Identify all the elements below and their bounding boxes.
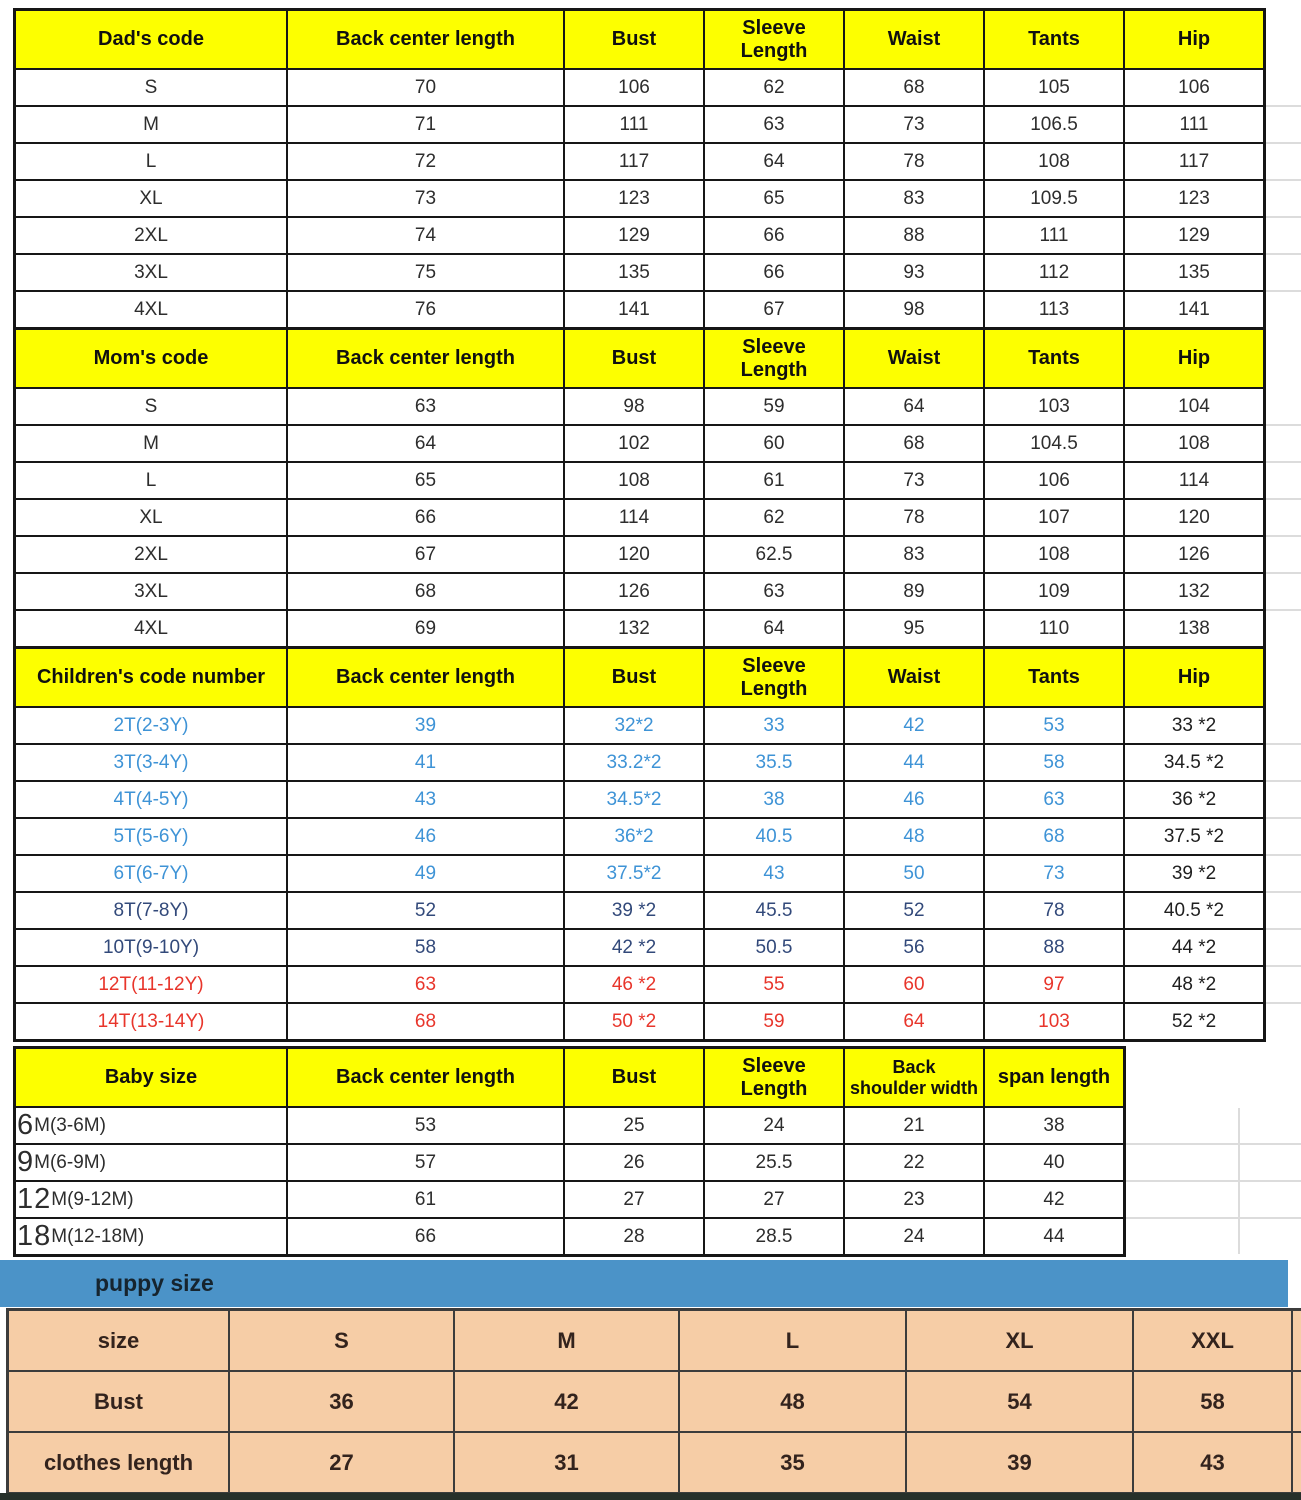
- value-cell: 65: [288, 463, 563, 498]
- value-cell: 66: [288, 500, 563, 535]
- column-header: Back center length: [288, 11, 563, 68]
- value-cell: 26: [565, 1145, 703, 1180]
- value-cell: 63: [985, 782, 1123, 817]
- value-cell: 108: [1125, 426, 1263, 461]
- value-cell: 78: [985, 893, 1123, 928]
- value-cell: 39: [907, 1433, 1132, 1492]
- moms-size-table: [13, 327, 1266, 649]
- value-cell: 34.5 *2: [1125, 745, 1263, 780]
- value-cell: 36 *2: [1125, 782, 1263, 817]
- value-cell: 120: [565, 537, 703, 572]
- row-label: XL: [16, 181, 286, 216]
- value-cell: 62.5: [705, 537, 843, 572]
- value-cell: 58: [288, 930, 563, 965]
- value-cell: M: [455, 1311, 678, 1370]
- column-header: Tants: [985, 330, 1123, 387]
- value-cell: 60: [845, 967, 983, 1002]
- row-label: S: [16, 389, 286, 424]
- column-header: Bust: [565, 330, 703, 387]
- value-cell: 64: [288, 426, 563, 461]
- value-cell: 141: [1125, 292, 1263, 327]
- value-cell: 106: [565, 70, 703, 105]
- value-cell: 52 *2: [1125, 1004, 1263, 1039]
- value-cell: 33 *2: [1125, 708, 1263, 743]
- value-cell: 108: [985, 537, 1123, 572]
- value-cell: 108: [985, 144, 1123, 179]
- value-cell: XXL: [1134, 1311, 1291, 1370]
- puppy-size-banner: [0, 1260, 1288, 1307]
- row-label: 6T(6-7Y): [16, 856, 286, 891]
- value-cell: 38: [705, 782, 843, 817]
- value-cell: 48: [680, 1372, 905, 1431]
- value-cell: 46 *2: [565, 967, 703, 1002]
- value-cell: 98: [565, 389, 703, 424]
- value-cell: 78: [845, 144, 983, 179]
- column-header: Sleeve Length: [705, 1049, 843, 1106]
- column-header: Bust: [565, 649, 703, 706]
- column-header: Hip: [1125, 330, 1263, 387]
- bottom-border: [0, 1493, 1301, 1500]
- value-cell: 135: [1125, 255, 1263, 290]
- column-header: Hip: [1125, 649, 1263, 706]
- value-cell: 43: [1134, 1433, 1291, 1492]
- value-cell: 40.5: [705, 819, 843, 854]
- value-cell: 93: [845, 255, 983, 290]
- row-label: 2T(2-3Y): [16, 708, 286, 743]
- value-cell: 73: [845, 107, 983, 142]
- row-label: 2XL: [16, 537, 286, 572]
- value-cell: 44: [985, 1219, 1123, 1254]
- value-cell: 42: [455, 1372, 678, 1431]
- row-label: size: [9, 1311, 228, 1370]
- column-header: Back center length: [288, 1049, 563, 1106]
- row-label: M: [16, 426, 286, 461]
- value-cell: 61: [288, 1182, 563, 1217]
- value-cell: 64: [845, 389, 983, 424]
- value-cell: 63: [705, 107, 843, 142]
- value-cell: 68: [845, 70, 983, 105]
- value-cell: 39 *2: [1125, 856, 1263, 891]
- column-header: Hip: [1125, 11, 1263, 68]
- row-label: 18 M(12-18M): [16, 1219, 286, 1254]
- row-label: 2XL: [16, 218, 286, 253]
- value-cell: 33: [705, 708, 843, 743]
- value-cell: 46: [845, 782, 983, 817]
- value-cell: 32*2: [565, 708, 703, 743]
- value-cell: 59: [705, 1004, 843, 1039]
- value-cell: 48: [845, 819, 983, 854]
- value-cell: 69: [288, 611, 563, 646]
- value-cell: 75: [288, 255, 563, 290]
- column-header: Baby size: [16, 1049, 286, 1106]
- value-cell: 53: [985, 708, 1123, 743]
- value-cell: 57: [288, 1145, 563, 1180]
- value-cell: 103: [985, 389, 1123, 424]
- value-cell: 129: [1125, 218, 1263, 253]
- value-cell: XL: [907, 1311, 1132, 1370]
- value-cell: 66: [705, 255, 843, 290]
- value-cell: 111: [985, 218, 1123, 253]
- value-cell: 70: [288, 70, 563, 105]
- spreadsheet-gridlines: [1266, 70, 1301, 327]
- value-cell: 117: [1125, 144, 1263, 179]
- value-cell: 48 *2: [1125, 967, 1263, 1002]
- value-cell: 34.5*2: [565, 782, 703, 817]
- row-label: S: [16, 70, 286, 105]
- value-cell: 103: [985, 1004, 1123, 1039]
- row-label: 9 M(6-9M): [16, 1145, 286, 1180]
- puppy-size-banner-label: puppy size: [95, 1270, 214, 1296]
- value-cell: 45.5: [705, 893, 843, 928]
- column-header: Sleeve Length: [705, 649, 843, 706]
- value-cell: 68: [288, 574, 563, 609]
- row-label: 10T(9-10Y): [16, 930, 286, 965]
- row-label: L: [16, 463, 286, 498]
- value-cell: 58: [985, 745, 1123, 780]
- value-cell: 55: [705, 967, 843, 1002]
- value-cell: 59: [705, 389, 843, 424]
- column-header: Waist: [845, 11, 983, 68]
- childrens-size-table: [13, 646, 1266, 1042]
- row-label-big-digit: 6: [17, 1109, 35, 1141]
- value-cell: 63: [705, 574, 843, 609]
- value-cell: 95: [845, 611, 983, 646]
- column-header: Back shoulder width: [845, 1049, 983, 1106]
- value-cell: 50.5: [705, 930, 843, 965]
- row-label: Bust: [9, 1372, 228, 1431]
- value-cell: 110: [985, 611, 1123, 646]
- value-cell: 37.5 *2: [1125, 819, 1263, 854]
- value-cell: 40: [985, 1145, 1123, 1180]
- value-cell: 109.5: [985, 181, 1123, 216]
- value-cell: 35: [680, 1433, 905, 1492]
- value-cell: 64: [845, 1004, 983, 1039]
- row-label-big-digit: 12: [17, 1183, 52, 1215]
- value-cell: 106.5: [985, 107, 1123, 142]
- filler-cell: [1293, 1433, 1301, 1492]
- value-cell: 123: [565, 181, 703, 216]
- value-cell: 105: [985, 70, 1123, 105]
- value-cell: 24: [845, 1219, 983, 1254]
- value-cell: 63: [288, 389, 563, 424]
- value-cell: 114: [565, 500, 703, 535]
- value-cell: 44: [845, 745, 983, 780]
- value-cell: 68: [985, 819, 1123, 854]
- value-cell: 21: [845, 1108, 983, 1143]
- value-cell: 50: [845, 856, 983, 891]
- row-label-big-digit: 18: [17, 1220, 52, 1252]
- value-cell: 53: [288, 1108, 563, 1143]
- value-cell: 41: [288, 745, 563, 780]
- row-label: 3T(3-4Y): [16, 745, 286, 780]
- row-label: XL: [16, 500, 286, 535]
- row-label: 12 M(9-12M): [16, 1182, 286, 1217]
- value-cell: 73: [845, 463, 983, 498]
- row-label: 4XL: [16, 611, 286, 646]
- value-cell: 68: [845, 426, 983, 461]
- value-cell: 106: [985, 463, 1123, 498]
- column-header: Waist: [845, 649, 983, 706]
- value-cell: 39 *2: [565, 893, 703, 928]
- value-cell: 117: [565, 144, 703, 179]
- value-cell: 33.2*2: [565, 745, 703, 780]
- value-cell: 126: [565, 574, 703, 609]
- row-label: 4XL: [16, 292, 286, 327]
- column-header: Back center length: [288, 649, 563, 706]
- row-label: L: [16, 144, 286, 179]
- value-cell: 28.5: [705, 1219, 843, 1254]
- value-cell: 46: [288, 819, 563, 854]
- value-cell: 135: [565, 255, 703, 290]
- column-header: Tants: [985, 649, 1123, 706]
- value-cell: 42 *2: [565, 930, 703, 965]
- value-cell: 64: [705, 144, 843, 179]
- row-label: 12T(11-12Y): [16, 967, 286, 1002]
- value-cell: 83: [845, 537, 983, 572]
- column-header: Waist: [845, 330, 983, 387]
- row-label: clothes length: [9, 1433, 228, 1492]
- value-cell: 104.5: [985, 426, 1123, 461]
- row-label: 3XL: [16, 255, 286, 290]
- value-cell: 54: [907, 1372, 1132, 1431]
- column-header: Sleeve Length: [705, 330, 843, 387]
- value-cell: 112: [985, 255, 1123, 290]
- value-cell: 98: [845, 292, 983, 327]
- value-cell: 31: [455, 1433, 678, 1492]
- value-cell: 67: [705, 292, 843, 327]
- dads-size-table: [13, 8, 1266, 330]
- value-cell: 126: [1125, 537, 1263, 572]
- value-cell: 123: [1125, 181, 1263, 216]
- value-cell: 49: [288, 856, 563, 891]
- value-cell: 58: [1134, 1372, 1291, 1431]
- value-cell: 108: [565, 463, 703, 498]
- value-cell: 104: [1125, 389, 1263, 424]
- value-cell: 73: [288, 181, 563, 216]
- column-header: Bust: [565, 11, 703, 68]
- value-cell: 97: [985, 967, 1123, 1002]
- value-cell: 43: [288, 782, 563, 817]
- value-cell: 24: [705, 1108, 843, 1143]
- column-header: Mom's code: [16, 330, 286, 387]
- value-cell: 23: [845, 1182, 983, 1217]
- column-header: Children's code number: [16, 649, 286, 706]
- value-cell: 42: [985, 1182, 1123, 1217]
- value-cell: 120: [1125, 500, 1263, 535]
- value-cell: 88: [985, 930, 1123, 965]
- column-header: span length: [985, 1049, 1123, 1106]
- column-header: Dad's code: [16, 11, 286, 68]
- value-cell: 44 *2: [1125, 930, 1263, 965]
- puppy-size-table: [6, 1308, 1301, 1495]
- value-cell: 35.5: [705, 745, 843, 780]
- value-cell: 138: [1125, 611, 1263, 646]
- value-cell: 109: [985, 574, 1123, 609]
- value-cell: S: [230, 1311, 453, 1370]
- value-cell: 106: [1125, 70, 1263, 105]
- value-cell: 22: [845, 1145, 983, 1180]
- spreadsheet-gridlines: [1266, 708, 1301, 1039]
- column-header: Tants: [985, 11, 1123, 68]
- value-cell: 42: [845, 708, 983, 743]
- value-cell: 28: [565, 1219, 703, 1254]
- value-cell: 52: [845, 893, 983, 928]
- value-cell: 37.5*2: [565, 856, 703, 891]
- value-cell: 72: [288, 144, 563, 179]
- value-cell: 71: [288, 107, 563, 142]
- value-cell: 74: [288, 218, 563, 253]
- spreadsheet-gridlines: [1266, 389, 1301, 646]
- value-cell: 132: [565, 611, 703, 646]
- value-cell: 132: [1125, 574, 1263, 609]
- value-cell: 36: [230, 1372, 453, 1431]
- value-cell: 64: [705, 611, 843, 646]
- value-cell: 39: [288, 708, 563, 743]
- column-header: Bust: [565, 1049, 703, 1106]
- value-cell: L: [680, 1311, 905, 1370]
- value-cell: 113: [985, 292, 1123, 327]
- value-cell: 78: [845, 500, 983, 535]
- value-cell: 114: [1125, 463, 1263, 498]
- column-header: Back center length: [288, 330, 563, 387]
- value-cell: 73: [985, 856, 1123, 891]
- row-label: 4T(4-5Y): [16, 782, 286, 817]
- value-cell: 50 *2: [565, 1004, 703, 1039]
- value-cell: 62: [705, 500, 843, 535]
- value-cell: 107: [985, 500, 1123, 535]
- value-cell: 129: [565, 218, 703, 253]
- value-cell: 52: [288, 893, 563, 928]
- value-cell: 111: [1125, 107, 1263, 142]
- value-cell: 88: [845, 218, 983, 253]
- row-label: 14T(13-14Y): [16, 1004, 286, 1039]
- value-cell: 60: [705, 426, 843, 461]
- value-cell: 102: [565, 426, 703, 461]
- value-cell: 27: [705, 1182, 843, 1217]
- value-cell: 66: [705, 218, 843, 253]
- value-cell: 68: [288, 1004, 563, 1039]
- value-cell: 25.5: [705, 1145, 843, 1180]
- value-cell: 56: [845, 930, 983, 965]
- value-cell: 40.5 *2: [1125, 893, 1263, 928]
- value-cell: 63: [288, 967, 563, 1002]
- row-label-big-digit: 9: [17, 1146, 35, 1178]
- value-cell: 83: [845, 181, 983, 216]
- value-cell: 61: [705, 463, 843, 498]
- column-header: Sleeve Length: [705, 11, 843, 68]
- row-label: M: [16, 107, 286, 142]
- value-cell: 62: [705, 70, 843, 105]
- row-label: 5T(5-6Y): [16, 819, 286, 854]
- value-cell: 141: [565, 292, 703, 327]
- value-cell: 38: [985, 1108, 1123, 1143]
- value-cell: 76: [288, 292, 563, 327]
- value-cell: 89: [845, 574, 983, 609]
- row-label: 8T(7-8Y): [16, 893, 286, 928]
- spreadsheet-gridlines: [1126, 1108, 1301, 1254]
- value-cell: 43: [705, 856, 843, 891]
- value-cell: 25: [565, 1108, 703, 1143]
- value-cell: 27: [565, 1182, 703, 1217]
- filler-cell: [1293, 1372, 1301, 1431]
- value-cell: 65: [705, 181, 843, 216]
- value-cell: 27: [230, 1433, 453, 1492]
- row-label: 3XL: [16, 574, 286, 609]
- filler-cell: [1293, 1311, 1301, 1370]
- value-cell: 36*2: [565, 819, 703, 854]
- value-cell: 111: [565, 107, 703, 142]
- value-cell: 67: [288, 537, 563, 572]
- baby-size-table: [13, 1046, 1126, 1257]
- value-cell: 66: [288, 1219, 563, 1254]
- row-label: 6 M(3-6M): [16, 1108, 286, 1143]
